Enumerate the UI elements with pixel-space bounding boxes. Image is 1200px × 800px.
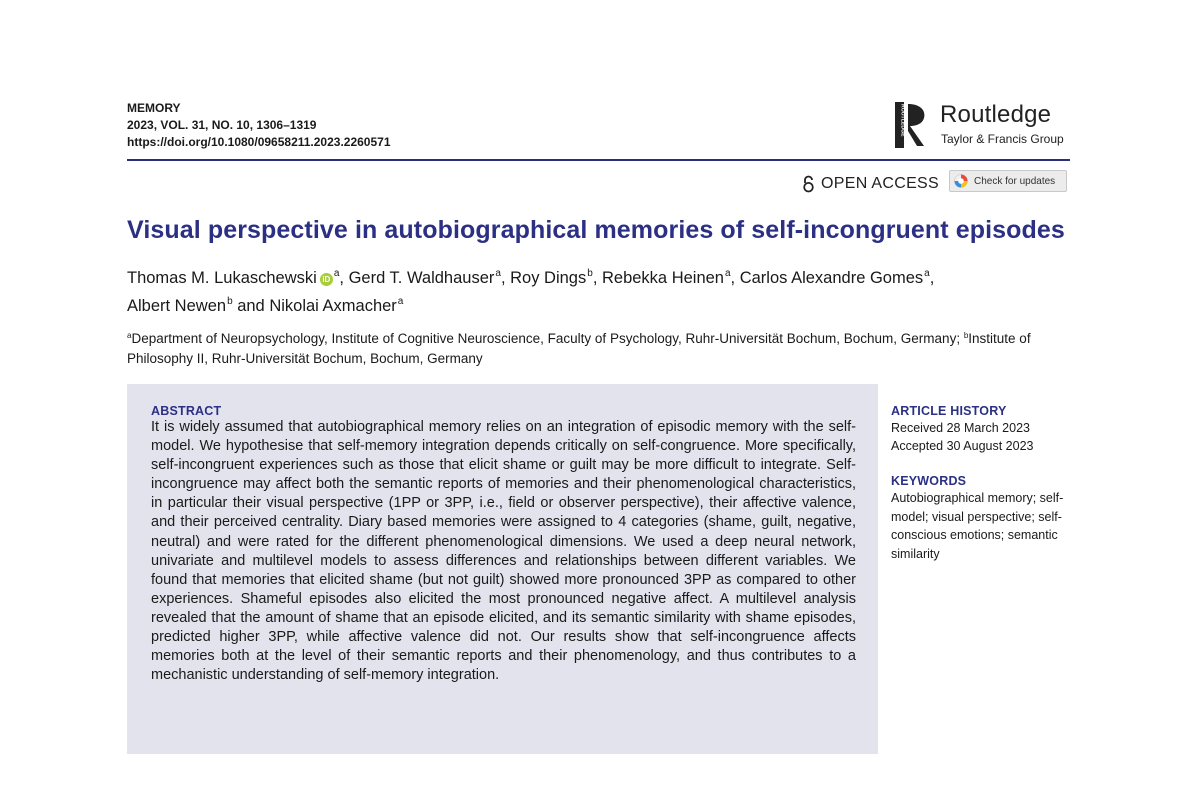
author-name[interactable]: Rebekka Heinen: [601, 269, 724, 287]
open-access-label: OPEN ACCESS: [821, 175, 940, 192]
check-for-updates-button[interactable]: [949, 170, 1067, 192]
author-affiliation-mark: a: [724, 268, 731, 279]
open-lock-icon: [802, 175, 815, 193]
keywords-text: Autobiographical memory; self-model; visual perspective; self-conscious emotions; semantic similarity: [891, 491, 1064, 561]
routledge-logo-icon: [895, 102, 935, 148]
affiliations: [127, 326, 1067, 369]
affiliation-a-label: a: [127, 331, 132, 340]
abstract-text: It is widely assumed that autobiographical memory relies on an integration of episodic memory with the self-model. We hypothesise that self-memory integration depends critically on self-congruence. More specifically, self-incongruent experiences such as those that elicit shame or guilt may be more difficult to integrate. Self-incongruence may affect both the semantic reports of memories and their phenomenological characteristics, in particular their visual perspective (1PP or 3PP, i.e., field or observer perspective), their affective valence, and their perceived centrality. Diary based memories were assigned to 4 categories (shame, guilt, negative, neutral) and were rated for the different phenomenological dimensions. We used a deep neural network, univariate and multilevel models to assess differences and relationships between different variables. We found that memories that elicited shame (but not guilt) showed more pronounced 3PP as compared to other experiences. Shameful episodes also elicited the most pronounced negative affect. A multilevel analysis revealed that the amount of shame that an episode elicited, and its semantic similarity with shame episodes, predicted higher 3PP, while affective valence did not. Our results show that self-incongruence affects memories both at the level of their semantic reports and their phenomenology, and thus contributes to a mechanistic understanding of self-memory integration.: [151, 419, 856, 684]
affiliation-b-label: b: [963, 331, 969, 340]
author-name[interactable]: Albert Newen: [127, 297, 227, 315]
header-divider: [127, 159, 1070, 161]
keywords: [891, 474, 1076, 563]
author-name[interactable]: Nikolai Axmacher: [269, 297, 397, 315]
author-affiliation-mark: a: [333, 268, 340, 279]
author-separator: ,: [730, 269, 740, 287]
author-affiliation-mark: a: [495, 268, 501, 279]
author-affiliation-mark: a: [924, 268, 930, 279]
orcid-icon[interactable]: iD: [320, 273, 333, 286]
accepted-date: Accepted 30 August 2023: [891, 439, 1034, 453]
received-date: Received 28 March 2023: [891, 421, 1030, 435]
article-history-heading: ARTICLE HISTORY: [891, 404, 1007, 418]
abstract-box: [127, 384, 878, 754]
journal-doi[interactable]: https://doi.org/10.1080/09658211.2023.2260571: [127, 135, 391, 149]
affiliation-b: Institute of Philosophy II, Ruhr-Universität Bochum, Bochum, Germany: [127, 331, 1031, 366]
publisher-group: Taylor & Francis Group: [941, 132, 1064, 146]
journal-citation: 2023, VOL. 31, NO. 10, 1306–1319: [127, 118, 317, 132]
author-list: [127, 262, 1077, 318]
publisher-name: Routledge: [940, 101, 1052, 128]
keywords-heading: KEYWORDS: [891, 474, 967, 488]
author-separator: ,: [592, 269, 602, 287]
check-updates-label: Check for updates: [974, 175, 1056, 187]
routledge-logo-text: ROUTLEDGE: [899, 104, 906, 137]
publisher-logo: [895, 100, 1070, 150]
affiliation-a: Department of Neuropsychology, Institute of Cognitive Neuroscience, Faculty of Psychology, Ruhr-Universität Bochum, Bochum, Germany;: [131, 331, 964, 346]
author-separator: ,: [500, 269, 511, 287]
author-separator: and: [232, 297, 270, 315]
author-name[interactable]: Thomas M. Lukaschewski: [127, 269, 317, 287]
open-access-badge: [802, 175, 939, 193]
author-affiliation-mark: a: [397, 296, 404, 307]
author-separator: ,: [339, 269, 349, 287]
check-updates-icon: [954, 174, 968, 188]
author-affiliation-mark: b: [587, 268, 593, 279]
article-history: [891, 404, 1076, 455]
abstract-heading: ABSTRACT: [151, 404, 222, 418]
author-separator: ,: [929, 269, 935, 287]
journal-name: MEMORY: [127, 101, 181, 115]
journal-info: [127, 100, 391, 151]
author-name[interactable]: Gerd T. Waldhauser: [348, 269, 495, 287]
author-affiliation-mark: b: [227, 296, 233, 307]
author-name[interactable]: Roy Dings: [510, 269, 587, 287]
author-name[interactable]: Carlos Alexandre Gomes: [739, 269, 924, 287]
article-title: Visual perspective in autobiographical memories of self-incongruent episodes: [127, 216, 1065, 244]
